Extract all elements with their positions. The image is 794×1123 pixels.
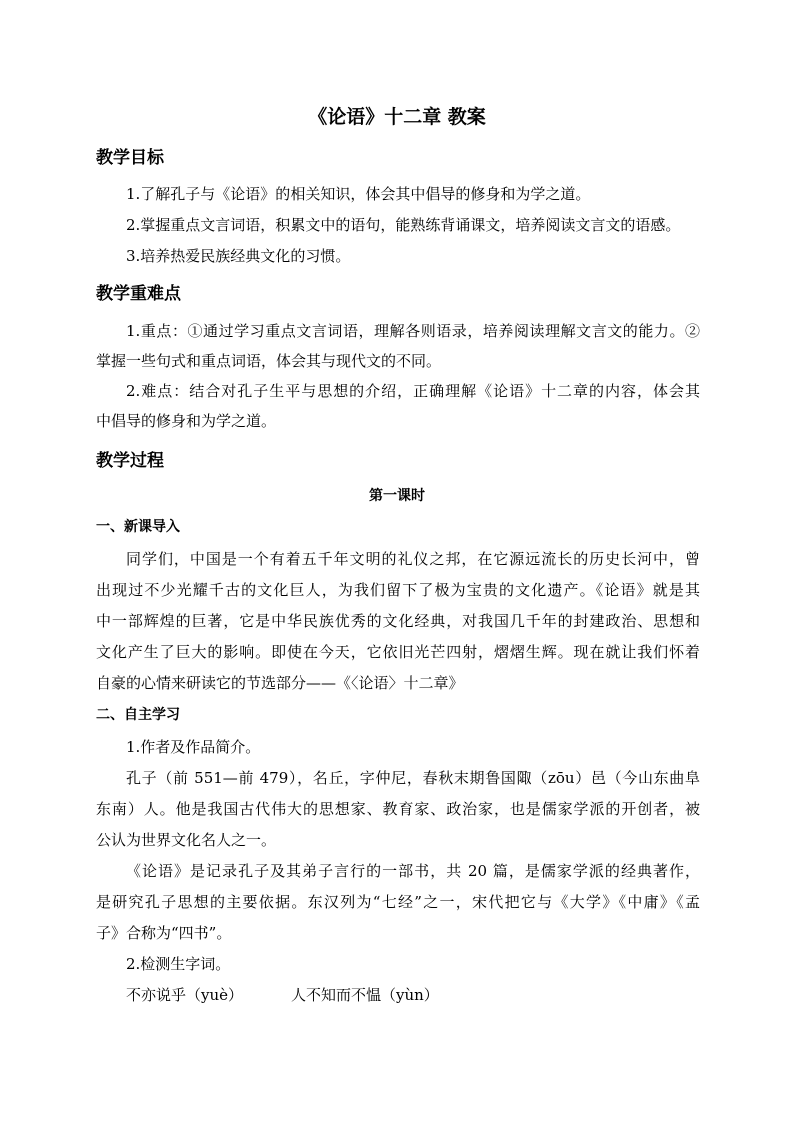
section-heading-teaching-goals: 教学目标 xyxy=(96,148,164,168)
author-intro-line: 孔子（前 551—前 479），名丘，字仲尼，春秋末期鲁国陬（zōu）邑（今山东曲阜 xyxy=(126,769,700,787)
key-point-line: 掌握一些句式和重点词语，体会其与现代文的不同。 xyxy=(96,352,442,370)
part-heading-introduction: 一、新课导入 xyxy=(96,519,180,535)
key-point-line: 1.重点：①通过学习重点文言词语，理解各则语录，培养阅读理解文言文的能力。② xyxy=(126,322,700,340)
vocab-line xyxy=(126,984,700,1006)
document-title: 《论语》十二章 教案 xyxy=(308,106,486,128)
intro-line: 文化产生了巨大的影响。即使在今天，它依旧光芒四射，熠熠生辉。现在就让我们怀着 xyxy=(96,643,700,661)
goal-item: 3.培养热爱民族经典文化的习惯。 xyxy=(126,247,351,265)
intro-line: 中一部辉煌的巨著，它是中华民族优秀的文化经典，对我国几千年的封建政治、思想和 xyxy=(96,612,700,630)
intro-line: 自豪的心情来研读它的节选部分——《〈论语〉十二章》 xyxy=(96,674,464,692)
work-intro-line: 《论语》是记录孔子及其弟子言行的一部书，共 20 篇，是儒家学派的经典著作， xyxy=(126,862,700,880)
section-heading-teaching-process: 教学过程 xyxy=(96,451,164,471)
goal-item: 2.掌握重点文言词语，积累文中的语句，能熟练背诵课文，培养阅读文言文的语感。 xyxy=(126,216,681,234)
vocab-entry: 不亦说乎（yuè） xyxy=(126,986,244,1004)
study-item: 2.检测生字词。 xyxy=(126,955,231,973)
difficulty-line: 中倡导的修身和为学之道。 xyxy=(96,412,277,430)
work-intro-line: 是研究孔子思想的主要依据。东汉列为“七经”之一，宋代把它与《大学》《中庸》《孟 xyxy=(96,893,700,911)
intro-line: 出现过不少光耀千古的文化巨人，为我们留下了极为宝贵的文化遗产。《论语》就是其 xyxy=(96,581,700,599)
difficulty-line: 2.难点：结合对孔子生平与思想的介绍，正确理解《论语》十二章的内容，体会其 xyxy=(126,382,700,400)
study-item: 1.作者及作品简介。 xyxy=(126,738,261,756)
intro-line: 同学们，中国是一个有着五千年文明的礼仪之邦，在它源远流长的历史长河中，曾 xyxy=(126,550,700,568)
vocab-entry: 人不知而不愠（yùn） xyxy=(291,986,439,1004)
lesson-title: 第一课时 xyxy=(369,488,425,504)
part-heading-self-study: 二、自主学习 xyxy=(96,707,180,723)
goal-item: 1.了解孔子与《论语》的相关知识，体会其中倡导的修身和为学之道。 xyxy=(126,185,591,203)
section-heading-key-points: 教学重难点 xyxy=(96,284,181,304)
author-intro-line: 公认为世界文化名人之一。 xyxy=(96,831,277,849)
author-intro-line: 东南）人。他是我国古代伟大的思想家、教育家、政治家，也是儒家学派的开创者，被 xyxy=(96,800,700,818)
work-intro-line: 子》合称为“四书”。 xyxy=(96,924,232,942)
